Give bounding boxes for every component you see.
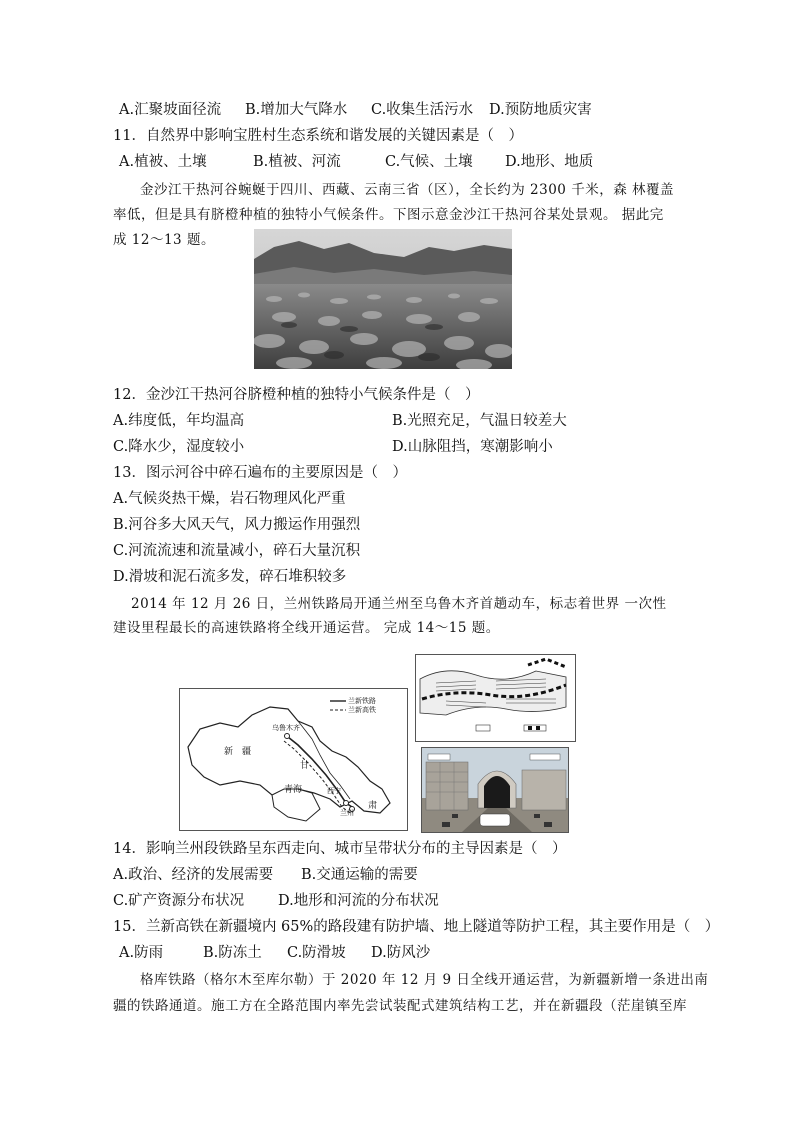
q12-option-b: B.光照充足，气温日较差大: [392, 413, 567, 429]
q11-option-d: D.地形、地质: [505, 154, 594, 170]
q13-option-c: C.河流流速和流量减小，碎石大量沉积: [113, 543, 361, 559]
label-su: 肃: [368, 801, 378, 811]
q13-stem: 13．图示河谷中碎石遍布的主要原因是（ ）: [113, 465, 407, 481]
label-qinghai: 青海: [284, 785, 303, 795]
q10-option-a: A.汇聚坡面径流: [119, 102, 222, 118]
label-xining: 西宁: [327, 787, 341, 795]
label-urumqi: 乌鲁木齐: [272, 724, 300, 732]
q13-option-a: A.气候炎热干燥，岩石物理风化严重: [113, 491, 346, 507]
passage1-line3: 成 12～13 题。: [113, 232, 215, 248]
passage1-line1: 金沙江干热河谷蜿蜒于四川、西藏、云南三省（区），全长约为 2300 千米，森 林覆盖: [140, 182, 674, 198]
q11-option-c: C.气候、土壤: [385, 154, 473, 170]
q10-option-c: C.收集生活污水: [371, 102, 474, 118]
valley-photo-image: [254, 229, 512, 369]
q11-stem: 11．自然界中影响宝胜村生态系统和谐发展的关键因素是（ ）: [113, 128, 523, 144]
legend-hsr: 兰新高铁: [348, 706, 376, 714]
corridor-diagram: [415, 654, 576, 742]
tunnel-photo-image: [422, 748, 568, 832]
corridor-diagram-drawing: [416, 655, 575, 741]
q13-option-b: B.河谷多大风天气，风力搬运作用强烈: [113, 517, 361, 533]
label-lanzhou: 兰州: [340, 809, 354, 817]
q14-option-d: D.地形和河流的分布状况: [278, 893, 439, 909]
passage3-line1: 格库铁路（格尔木至库尔勒）于 2020 年 12 月 9 日全线开通运营，为新疆新增一条进出南: [140, 972, 709, 988]
q14-option-b: B.交通运输的需要: [301, 867, 418, 883]
passage1-line2: 率低，但是具有脐橙种植的独特小气候条件。下图示意金沙江干热河谷某处景观。 据此完: [113, 207, 664, 223]
q15-stem: 15．兰新高铁在新疆境内 65%的路段建有防护墙、地上隧道等防护工程，其主要作用是（ ）: [113, 919, 720, 935]
passage2-line1: 2014 年 12 月 26 日，兰州铁路局开通兰州至乌鲁木齐首趟动车，标志着世界 一次性: [131, 596, 667, 612]
q15-option-c: C.防滑坡: [287, 945, 346, 961]
passage3-line2: 疆的铁路通道。施工方在全路范围内率先尝试装配式建筑结构工艺，并在新疆段（茫崖镇至库: [113, 998, 687, 1014]
passage2-line2: 建设里程最长的高速铁路将全线开通运营。 完成 14～15 题。: [113, 620, 500, 636]
q13-option-d: D.滑坡和泥石流多发，碎石堆积较多: [113, 569, 347, 585]
q12-option-a: A.纬度低，年均温高: [113, 413, 245, 429]
q14-option-a: A.政治、经济的发展需要: [113, 867, 274, 883]
q15-option-a: A.防雨: [119, 945, 164, 961]
q12-option-d: D.山脉阻挡，寒潮影响小: [392, 439, 553, 455]
label-gan: 甘: [300, 761, 310, 771]
label-xinjiang: 新 疆: [224, 747, 252, 757]
q15-option-b: B.防冻土: [203, 945, 262, 961]
legend-rail: 兰新铁路: [348, 697, 376, 705]
q12-stem: 12．金沙江干热河谷脐橙种植的独特小气候条件是（ ）: [113, 387, 480, 403]
q11-option-b: B.植被、河流: [253, 154, 341, 170]
q10-option-d: D.预防地质灾害: [489, 102, 592, 118]
q10-option-b: B.增加大气降水: [245, 102, 348, 118]
q14-stem: 14．影响兰州段铁路呈东西走向、城市呈带状分布的主导因素是（ ）: [113, 841, 567, 857]
railway-map: [179, 688, 408, 831]
tunnel-photo: [421, 747, 569, 833]
valley-photo: [254, 229, 512, 369]
q14-option-c: C.矿产资源分布状况: [113, 893, 245, 909]
q12-option-c: C.降水少，湿度较小: [113, 439, 245, 455]
q15-option-d: D.防风沙: [371, 945, 431, 961]
q11-option-a: A.植被、土壤: [119, 154, 207, 170]
